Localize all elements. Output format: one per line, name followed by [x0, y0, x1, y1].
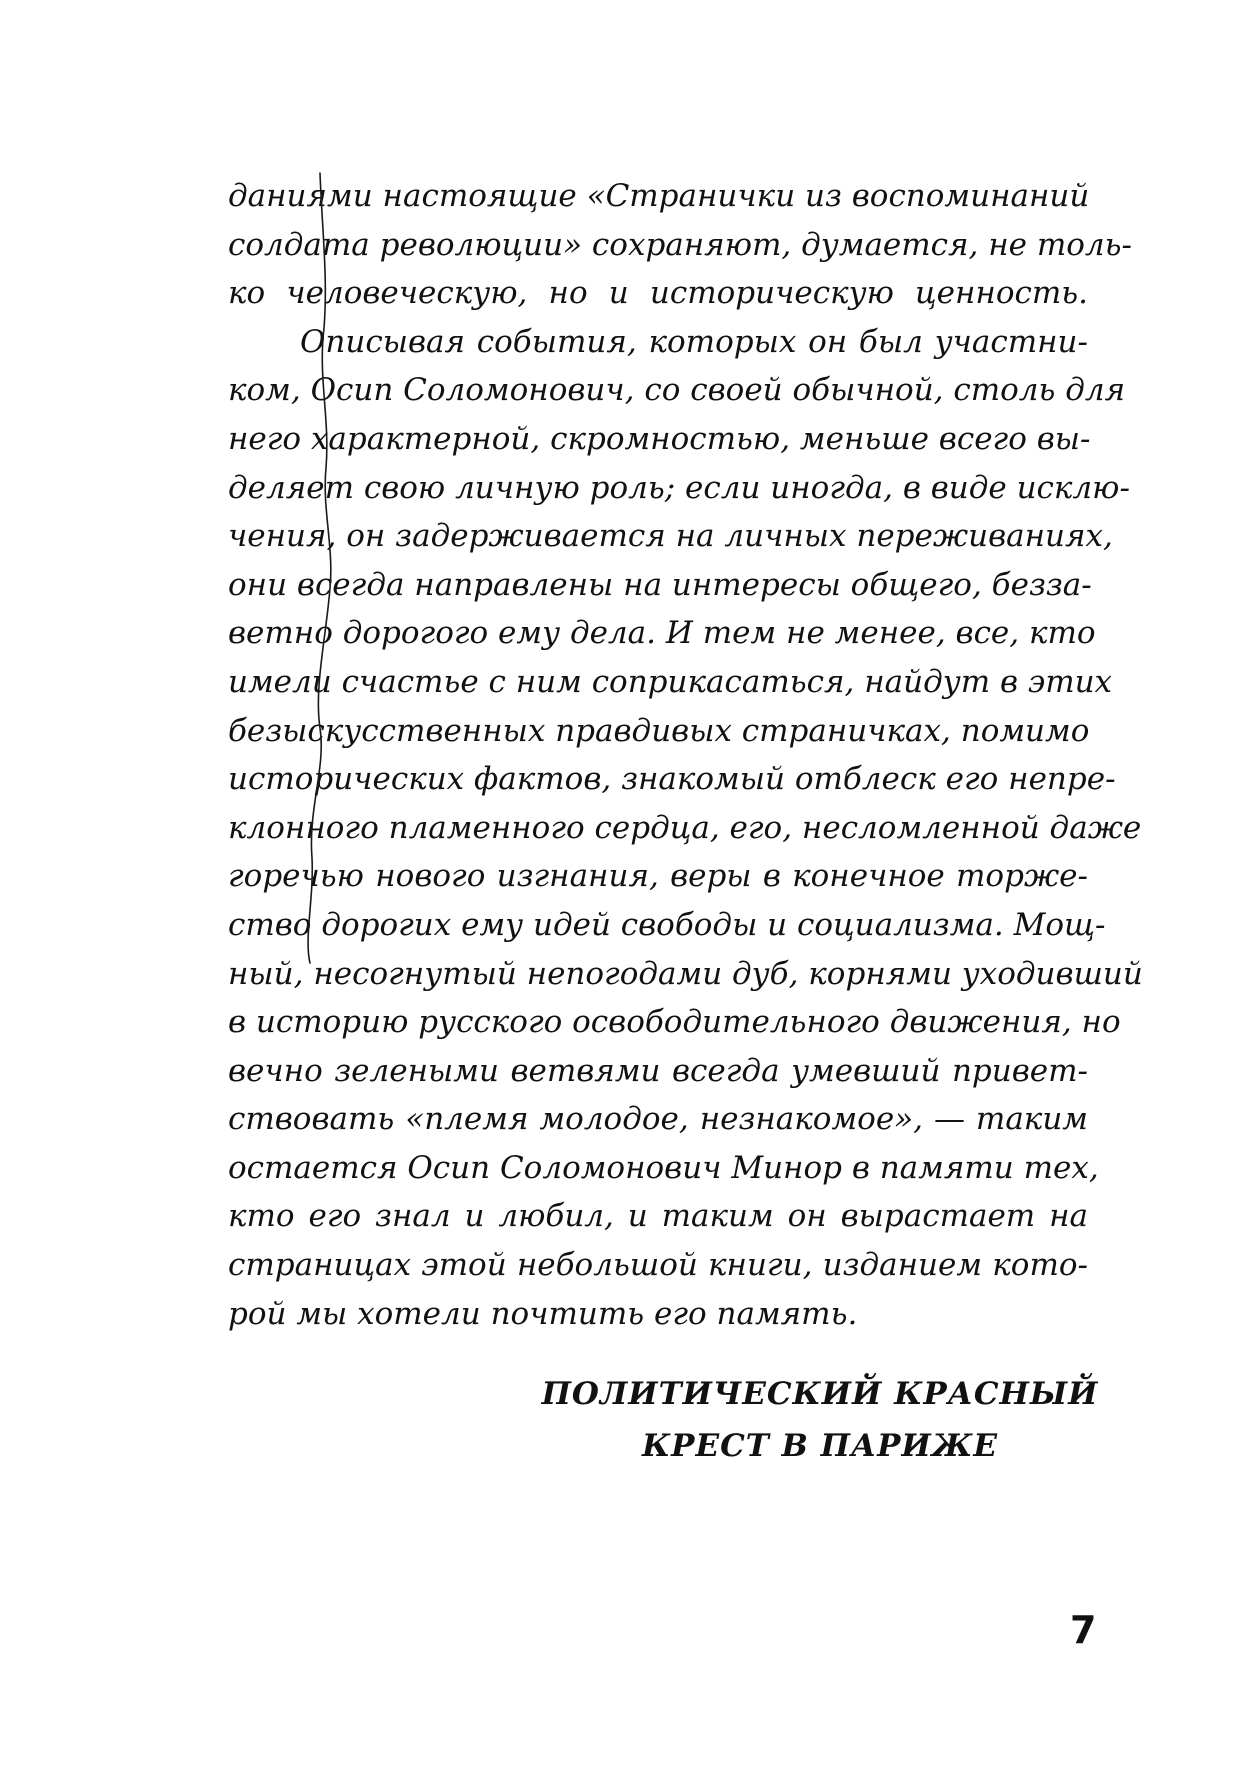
- text-line: кто его знал и любил, и таким он вырастает на: [228, 1198, 1088, 1235]
- text-line: в историю русского освободительного движения, но: [228, 1004, 1121, 1041]
- text-line: чения, он задерживается на личных переживаниях,: [228, 518, 1113, 555]
- signature-line-2: КРЕСТ В ПАРИЖЕ: [641, 1428, 999, 1464]
- text-line: ство дорогих ему идей свободы и социализма. Мощ-: [228, 906, 1106, 943]
- text-line: деляет свою личную роль; если иногда, в виде исклю-: [228, 469, 1130, 506]
- signature-line-1: ПОЛИТИЧЕСКИЙ КРАСНЫЙ: [541, 1376, 1099, 1412]
- text-line: клонного пламенного сердца, его, несломленной даже: [228, 809, 1142, 846]
- text-line: Описывая события, которых он был участни-: [300, 323, 1088, 360]
- text-line: ко человеческую, но и историческую ценность.: [228, 275, 1088, 312]
- text-line: страницах этой небольшой книги, изданием кото-: [228, 1247, 1088, 1284]
- text-line: имели счастье с ним соприкасаться, найдут в этих: [228, 663, 1113, 700]
- text-line: ветно дорогого ему дела. И тем не менее, все, кто: [228, 615, 1096, 652]
- text-line: вечно зелеными ветвями всегда умевший привет-: [228, 1052, 1088, 1089]
- text-line: исторических фактов, знакомый отблеск его непре-: [228, 761, 1116, 798]
- text-line: ный, несогнутый непогодами дуб, корнями уходивший: [228, 955, 1143, 992]
- text-line: горечью нового изгнания, веры в конечное торже-: [228, 858, 1088, 895]
- text-line: они всегда направлены на интересы общего, безза-: [228, 566, 1092, 603]
- text-line: рой мы хотели почтить его память.: [228, 1295, 858, 1332]
- page-number: 7: [1070, 1608, 1097, 1652]
- text-line: остается Осип Соломонович Минор в памяти тех,: [228, 1149, 1099, 1186]
- text-line: солдата революции» сохраняют, думается, не толь-: [228, 226, 1133, 263]
- body-paragraphs: [228, 172, 1143, 1338]
- text-line: ком, Осип Соломонович, со своей обычной, столь для: [228, 372, 1126, 409]
- text-line: безыскусственных правдивых страничках, помимо: [228, 712, 1090, 749]
- text-line: ствовать «племя молодое, незнакомое», — таким: [228, 1101, 1088, 1138]
- text-line: даниями настоящие «Странички из воспоминаний: [228, 178, 1090, 214]
- signature-block: [540, 1368, 1100, 1472]
- text-line: него характерной, скромностью, меньше всего вы-: [228, 420, 1091, 457]
